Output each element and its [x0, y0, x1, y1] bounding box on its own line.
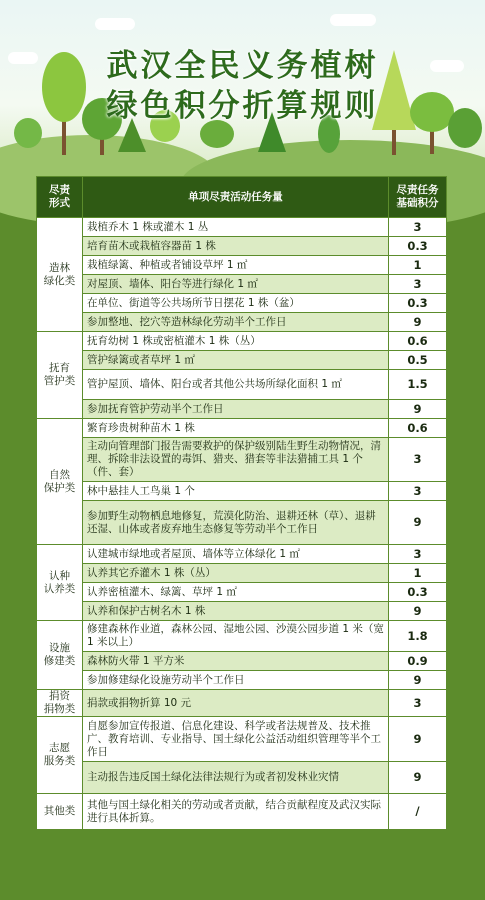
score-cell: 3 — [389, 438, 447, 482]
task-cell: 认养密植灌木、绿篱、草坪 1 ㎡ — [83, 583, 389, 602]
table-header-row — [37, 177, 447, 218]
category-cell: 认种 认养类 — [37, 545, 83, 621]
table-row — [37, 794, 447, 830]
table-row — [37, 482, 447, 501]
score-cell: 9 — [389, 501, 447, 545]
table-row — [37, 564, 447, 583]
task-cell: 栽植乔木 1 株或灌木 1 丛 — [83, 218, 389, 237]
task-cell: 管护屋顶、墙体、阳台或者其他公共场所绿化面积 1 ㎡ — [83, 370, 389, 400]
score-cell: 3 — [389, 218, 447, 237]
task-cell: 参加野生动物栖息地修复，荒漠化防治、退耕还林（草）、退耕还湿、山体或者废弃地生态修复等劳动半个工作日 — [83, 501, 389, 545]
score-cell: 9 — [389, 313, 447, 332]
score-cell: 0.3 — [389, 237, 447, 256]
score-cell: 0.6 — [389, 332, 447, 351]
table-row — [37, 717, 447, 762]
header-score-label: 尽责任务 基础积分 — [396, 184, 439, 209]
task-cell: 参加整地、挖穴等造林绿化劳动半个工作日 — [83, 313, 389, 332]
task-cell: 修建森林作业道，森林公园、湿地公园、沙漠公园步道 1 米（宽 1 米以上） — [83, 621, 389, 652]
task-cell: 认养和保护古树名木 1 株 — [83, 602, 389, 621]
score-cell: 0.6 — [389, 419, 447, 438]
category-cell: 抚育 管护类 — [37, 332, 83, 419]
score-cell: 0.5 — [389, 351, 447, 370]
table-row — [37, 237, 447, 256]
score-cell: 1.8 — [389, 621, 447, 652]
table-row — [37, 419, 447, 438]
score-cell: 9 — [389, 762, 447, 794]
task-cell: 其他与国土绿化相关的劳动或者贡献，结合贡献程度及武汉实际进行具体折算。 — [83, 794, 389, 830]
table-row — [37, 275, 447, 294]
score-cell: 1 — [389, 564, 447, 583]
table-row — [37, 370, 447, 400]
table-row — [37, 313, 447, 332]
page-title-line1: 武汉全民义务植树 — [106, 48, 379, 84]
page-title-line2: 绿色积分折算规则 — [106, 88, 379, 124]
category-cell: 志愿 服务类 — [37, 717, 83, 794]
scenic-header-illustration — [0, 0, 485, 175]
category-cell: 自然 保护类 — [37, 419, 83, 545]
task-cell: 在单位、街道等公共场所节日摆花 1 株（盆） — [83, 294, 389, 313]
header-score — [389, 177, 447, 218]
task-cell: 自愿参加宣传报道、信息化建设、科学或者法规普及、技术推广、教育培训、专业指导、国土绿化公益活动组织管理等半个工作日 — [83, 717, 389, 762]
score-cell: 9 — [389, 602, 447, 621]
header-task-label: 单项尽责活动任务量 — [188, 190, 283, 203]
task-cell: 森林防火带 1 平方米 — [83, 652, 389, 671]
task-cell: 主动报告违反国土绿化法律法规行为或者初发林业灾情 — [83, 762, 389, 794]
header-category — [37, 177, 83, 218]
table-row — [37, 602, 447, 621]
cloud-icon — [95, 18, 135, 30]
score-cell: 3 — [389, 275, 447, 294]
table-row — [37, 218, 447, 237]
category-cell: 设施 修建类 — [37, 621, 83, 690]
task-cell: 栽植绿篱、种植或者铺设草坪 1 ㎡ — [83, 256, 389, 275]
score-cell: 9 — [389, 671, 447, 690]
task-cell: 管护绿篱或者草坪 1 ㎡ — [83, 351, 389, 370]
score-cell: 9 — [389, 717, 447, 762]
score-cell: 0.9 — [389, 652, 447, 671]
cloud-icon — [330, 14, 376, 26]
task-cell: 林中悬挂人工鸟巢 1 个 — [83, 482, 389, 501]
score-cell: 0.3 — [389, 294, 447, 313]
category-cell: 造林 绿化类 — [37, 218, 83, 332]
score-cell: 3 — [389, 482, 447, 501]
table-row — [37, 621, 447, 652]
task-cell: 参加抚育管护劳动半个工作日 — [83, 400, 389, 419]
table-body — [37, 218, 447, 830]
task-cell: 捐款或捐物折算 10 元 — [83, 690, 389, 717]
score-cell: 9 — [389, 400, 447, 419]
category-cell: 其他类 — [37, 794, 83, 830]
table-row — [37, 762, 447, 794]
score-cell: 1.5 — [389, 370, 447, 400]
table-row — [37, 583, 447, 602]
table-row — [37, 501, 447, 545]
table-row — [37, 438, 447, 482]
score-cell: 3 — [389, 690, 447, 717]
task-cell: 参加修建绿化设施劳动半个工作日 — [83, 671, 389, 690]
task-cell: 对屋顶、墙体、阳台等进行绿化 1 ㎡ — [83, 275, 389, 294]
table-row — [37, 400, 447, 419]
score-cell: 0.3 — [389, 583, 447, 602]
header-category-label: 尽责 形式 — [49, 184, 70, 209]
table-row — [37, 652, 447, 671]
task-cell: 抚育幼树 1 株或密植灌木 1 株（丛） — [83, 332, 389, 351]
header-task — [83, 177, 389, 218]
table-row — [37, 256, 447, 275]
table-row — [37, 294, 447, 313]
task-cell: 培育苗木或栽植容器苗 1 株 — [83, 237, 389, 256]
task-cell: 认养其它乔灌木 1 株（丛） — [83, 564, 389, 583]
table-row — [37, 671, 447, 690]
green-points-table — [36, 176, 447, 830]
table-row — [37, 332, 447, 351]
score-cell: 3 — [389, 545, 447, 564]
table-row — [37, 690, 447, 717]
table-row — [37, 545, 447, 564]
score-cell: 1 — [389, 256, 447, 275]
table-row — [37, 351, 447, 370]
task-cell: 认建城市绿地或者屋顶、墙体等立体绿化 1 ㎡ — [83, 545, 389, 564]
category-cell: 捐资 捐物类 — [37, 690, 83, 717]
task-cell: 繁育珍贵树种苗木 1 株 — [83, 419, 389, 438]
score-cell: / — [389, 794, 447, 830]
task-cell: 主动向管理部门报告需要救护的保护级别陆生野生动物情况，清理、拆除非法设置的毒饵、猎夹、猎套等非法猎捕工具 1 个（件、套） — [83, 438, 389, 482]
